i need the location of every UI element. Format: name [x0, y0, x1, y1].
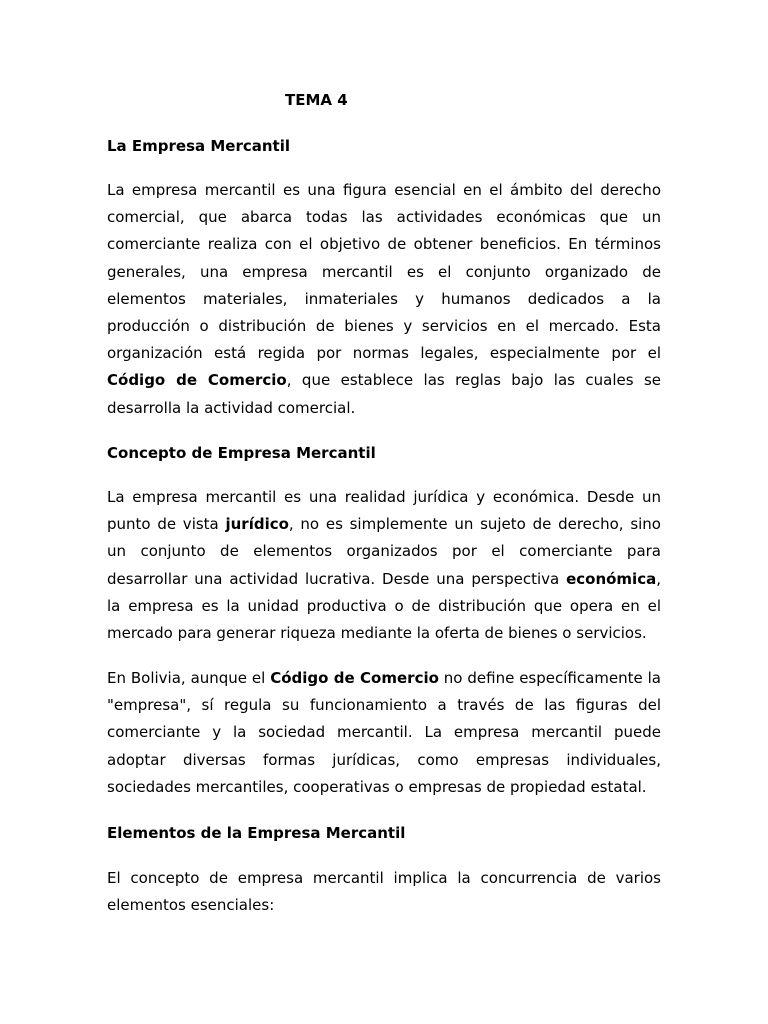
bold-term-codigo-de-comercio: Código de Comercio: [270, 669, 439, 687]
bold-term-codigo-de-comercio: Código de Comercio: [107, 371, 287, 390]
paragraph-text: , la empresa es la unidad productiva o de distribución que opera en el mercado para generar riqueza mediante la oferta de bienes o servicios.: [107, 569, 661, 643]
section-heading-empresa-mercantil: La Empresa Mercantil: [107, 137, 291, 155]
paragraph-text: La empresa mercantil es una realidad jurídica y económica. Desde un punto de vista: [107, 488, 661, 534]
paragraph-text: , no es simplemente un sujeto de derecho, sino un conjunto de elementos organizados por el comerciante para desarrollar una actividad lucrativa. Desde una perspectiva: [107, 515, 661, 588]
paragraph-elementos-intro: [107, 865, 661, 919]
bold-term-juridico: jurídico: [225, 515, 289, 534]
paragraph-concepto-2: [107, 665, 661, 801]
section-heading-concepto: Concepto de Empresa Mercantil: [107, 444, 376, 462]
paragraph-text: El concepto de empresa mercantil implica la concurrencia de varios elementos esenciales:: [107, 869, 661, 915]
paragraph-text: no define específicamente la "empresa", sí regula su funcionamiento a través de las figuras del comerciante y la sociedad mercantil. La empresa mercantil puede adoptar diversas formas jurídicas, como empresas individuales, sociedades mercantiles, cooperativas o empresas de propiedad estatal.: [107, 669, 661, 796]
section-heading-elementos: Elementos de la Empresa Mercantil: [107, 824, 406, 842]
paragraph-text: , que establece las reglas bajo las cuales se desarrolla la actividad comercial.: [107, 371, 661, 417]
paragraph-concepto-1: [107, 484, 661, 647]
paragraph-text: En Bolivia, aunque el: [107, 669, 271, 687]
document-title: TEMA 4: [285, 91, 348, 109]
bold-term-economica: económica: [566, 569, 657, 588]
paragraph-empresa-mercantil-intro: [107, 177, 661, 422]
paragraph-text: La empresa mercantil es una figura esencial en el ámbito del derecho comercial, que abarca todas las actividades económicas que un comerciante realiza con el objetivo de obtener beneficios. En términos generales, una empresa mercantil es el conjunto organizado de elementos materiales, inmateriales y humanos dedicados a la producción o distribución de bienes y servicios en el mercado. Esta organización está regida por normas legales, especialmente por el: [107, 181, 661, 363]
